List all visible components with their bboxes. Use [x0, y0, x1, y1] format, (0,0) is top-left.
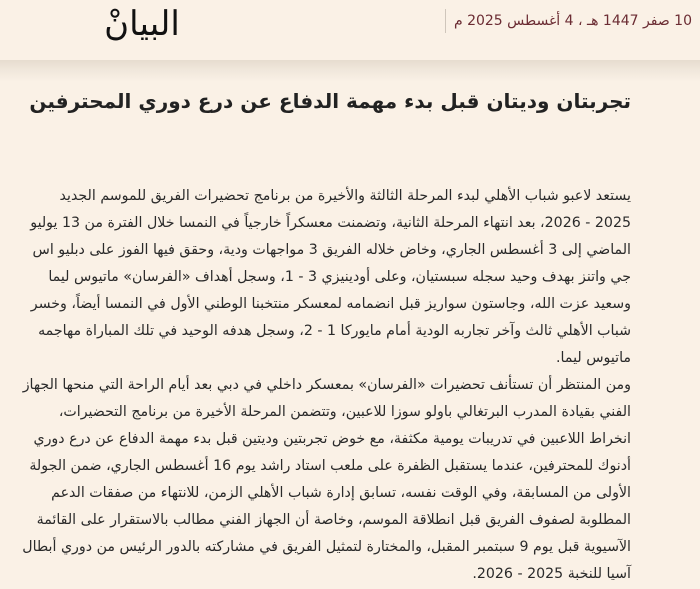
article-paragraph-1: يستعد لاعبو شباب الأهلي لبدء المرحلة الثالثة والأخيرة من برنامج تحضيرات الفريق للموسم الجديد 2025 - 2026، بعد انتهاء المرحلة الثانية، وتضمنت معسكراً خارجياً في النمسا خلال الفترة من 13 يوليو الماضي إلى 3 أغسطس الجاري، وخاض خلاله الفريق 3 مواجهات ودية، وحقق فيها الفوز على دبليو اس جي واتنز بهدف وحيد سجله سبستيان، وعلى أودينيزي 3 - 1، وسجل أهداف «الفرسان» ماتيوس ليما وسعيد عزت الله، وجاستون سواريز قبل انضمامه لمعسكر منتخبنا الوطني الأول في النمسا أيضاً، وخسر شباب الأهلي ثالث وآخر تجاربه الودية أمام مايوركا 1 - 2، وسجل هدفه الوحيد في تلك المباراة مهاجمه ماتيوس ليما. — [30, 188, 631, 366]
article-paragraph-2: ومن المنتظر أن تستأنف تحضيرات «الفرسان» بمعسكر داخلي في دبي بعد أيام الراحة التي منحها الجهاز الفني بقيادة المدرب البرتغالي باولو سوزا للاعبين، وتتضمن المرحلة الأخيرة من برنامج التحضيرات، انخراط اللاعبين في تدريبات يومية مكثفة، مع خوض تجربتين وديتين قبل بدء مهمة الدفاع عن درع دوري أدنوك للمحترفين، عندما يستقبل الظفرة على ملعب استاد راشد يوم 16 أغسطس الجاري، ضمن الجولة الأولى من المسابقة، وفي الوقت نفسه، تسابق إدارة شباب الأهلي الزمن، للانتهاء من صفقات الدعم المطلوبة لصفوف الفريق قبل انطلاقة الموسم، وخاصة أن الجهاز الفني مطالب بالاستقرار على القائمة الآسيوية قبل يوم 9 سبتمبر المقبل، والمختارة لتمثيل الفريق في مشاركته بالدور الرئيس من دوري أبطال آسيا للنخبة 2025 - 2026. — [22, 377, 631, 582]
date-container — [445, 9, 692, 33]
site-header — [0, 0, 700, 60]
header-date: 10 صفر 1447 هـ ، 4 أغسطس 2025 م — [453, 13, 692, 29]
site-logo[interactable]: البيانْ — [104, 4, 180, 44]
article-title: تجربتان وديتان قبل بدء مهمة الدفاع عن درع دوري المحترفين — [29, 89, 631, 113]
header-shadow — [0, 60, 700, 82]
article — [20, 80, 631, 582]
